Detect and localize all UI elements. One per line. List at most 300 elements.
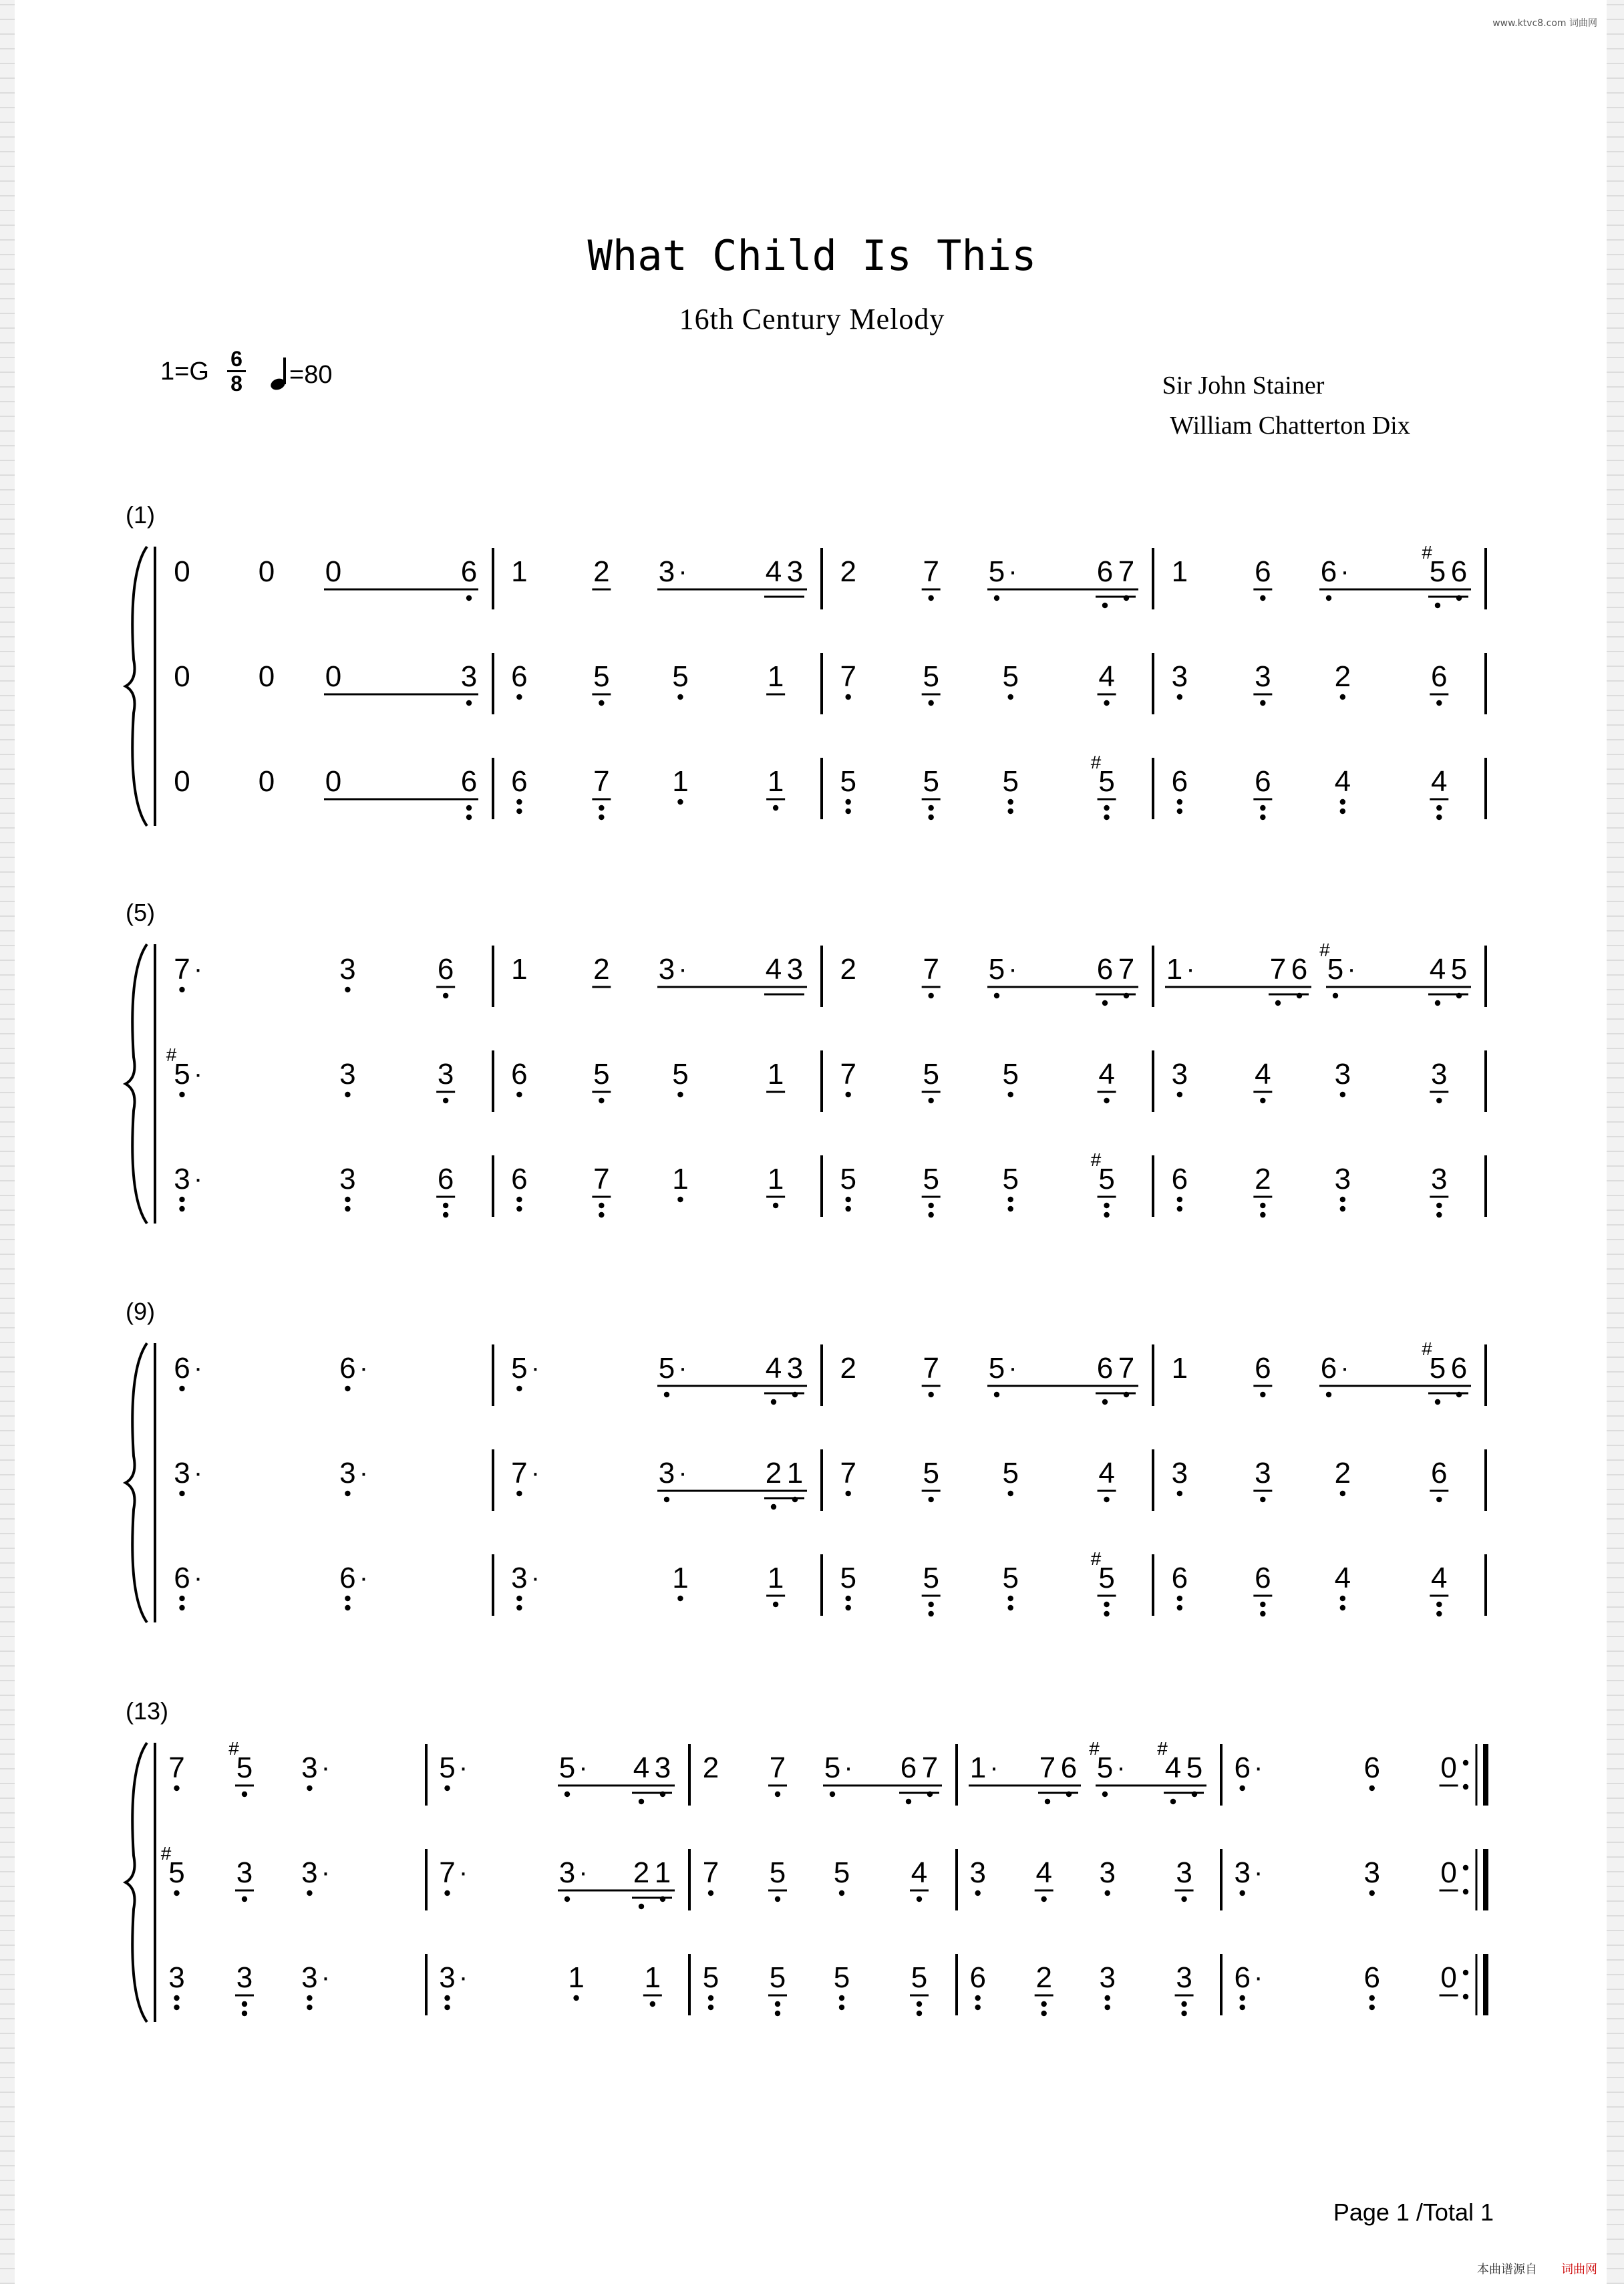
sys2-m1-r1-note-0-low-dot-1 [516,1491,522,1496]
sys3-m3-r2-note-1-low-dot-2 [1041,2011,1046,2016]
sys3-m1-r1-group-2-low-dot-0-1 [564,1896,570,1902]
sys3-m2-r2-note-1-low-dot-2 [775,2011,780,2016]
sys0-m2-r2-note-3-digit: 5 [1098,765,1115,798]
sys3-m4-r0-note-0-digit: 6 [1234,1751,1251,1784]
sys0-m1-r2-note-2-low-dot-1 [677,799,683,805]
sys3-m3-r0-group-b-low-dot-1-1 [1170,1799,1176,1804]
system-brace-3 [126,1743,147,2022]
sys2-m2-r2-note-1-digit: 5 [923,1562,939,1594]
sys0-m1-r2-note-1-digit: 7 [593,765,610,798]
sys2-m1-r1-group-2-digit-1: 2 [765,1457,782,1489]
meter-top: 6 [227,347,246,372]
sys3-m2-r0-group-2-digit-2: 7 [921,1751,939,1784]
system-label-2: (9) [126,1298,155,1325]
sys2-m2-r0-group-2-low-dot-1-1 [1102,1399,1108,1405]
sys3-m2-r1-note-1-digit: 5 [769,1856,786,1889]
sys3-m1-r2-note-0-augment-dot: · [458,1963,468,1992]
sys0-m3-r2-note-0-low-dot-2 [1177,809,1182,814]
sys0-m2-r0-group-2-digit-0: 5 [988,555,1005,588]
sys3-m3-r1-note-3-low-dot-1 [1181,1896,1186,1902]
sys1-m1-r1-note-2-digit: 5 [672,1058,689,1091]
sys3-m2-r0-group-2-digit-1: 6 [900,1751,917,1784]
sys3-m2-r0-group-2-augment-dot-0: · [844,1753,853,1782]
sys0-m2-r2-note-1-digit: 5 [923,765,939,798]
sys1-m3-r2-note-3-low-dot-2 [1436,1212,1442,1218]
repeat-dot-bottom-1 [1463,1889,1468,1894]
sys2-m2-r1-note-2-digit: 5 [1002,1457,1019,1489]
sys0-m1-r0-note-1-digit: 2 [593,555,610,588]
sys3-m0-r0-note-2-low-dot-1 [307,1786,312,1791]
sys2-m3-r0-group-2-low-dot-0-1 [1326,1392,1331,1397]
sys2-m0-r1-note-2-low-dot-1 [345,1491,350,1496]
sys1-m3-r0-group-b-digit-2: 5 [1450,953,1468,986]
sys1-m1-r1-note-2-low-dot-1 [677,1092,683,1097]
sys3-m0-r2-note-2-augment-dot: · [321,1963,331,1992]
sys3-m1-r1-note-0-digit: 7 [439,1856,456,1889]
sys3-m3-r1-note-0-low-dot-1 [975,1890,980,1896]
sys1-m2-r1-note-3-low-dot-1 [1104,1098,1109,1103]
sys2-m1-r2-note-3-digit: 1 [767,1562,784,1594]
sys0-m2-r1-note-0-low-dot-1 [845,694,850,700]
sys2-m2-r2-note-0-low-dot-2 [845,1605,850,1610]
repeat-dot-top-0 [1463,1760,1468,1765]
sys0-m3-r2-note-2-low-dot-2 [1340,809,1345,814]
sys2-m0-r2-note-2-augment-dot: · [359,1563,369,1592]
sys1-m2-r0-note-1-digit: 7 [923,953,939,986]
sys0-m1-r0-group-2-digit-1: 4 [765,555,782,588]
sys1-m3-r2-note-2-low-dot-1 [1340,1197,1345,1202]
sys3-m1-r1-group-2-low-dot-1-1 [639,1904,644,1909]
sys1-m3-r1-note-2-digit: 3 [1334,1058,1351,1091]
sys3-m0-r1-note-2-digit: 3 [301,1856,318,1889]
system-label-0: (1) [126,501,155,529]
sys0-m0-r2-group-2-low-dot-1-2 [466,815,472,820]
sys0-m1-r1-note-0-digit: 6 [511,660,528,693]
tempo-value: =80 [289,361,333,389]
sys1-m3-r2-note-0-low-dot-1 [1177,1197,1182,1202]
repeat-dot-top-1 [1463,1865,1468,1870]
sys0-m1-r2-note-3-low-dot-1 [773,805,778,811]
sys3-m1-r2-note-0-digit: 3 [439,1961,456,1994]
sys2-m3-r1-note-1-low-dot-1 [1260,1497,1265,1502]
sys1-m1-r2-note-2-digit: 1 [672,1163,689,1195]
sys3-m0-r1-note-1-digit: 3 [236,1856,253,1889]
sys3-m3-r0-group-a-digit-0: 1 [969,1751,987,1784]
sys2-m1-r0-group-2-low-dot-0-1 [664,1392,669,1397]
sys2-m2-r2-note-3-digit: 5 [1098,1562,1115,1594]
sys3-m2-r1-note-2-digit: 5 [833,1856,850,1889]
sys1-m3-r0-group-a-augment-dot-0: · [1186,954,1195,984]
sys3-m1-r2-note-2-digit: 1 [568,1961,585,1994]
sys3-m0-r2-note-1-digit: 3 [236,1961,253,1994]
sys2-m0-r0-note-0-augment-dot: · [193,1353,203,1383]
sys0-m1-r0-note-0-digit: 1 [511,555,528,588]
sys3-m2-r2-note-3-low-dot-1 [917,2001,922,2007]
sys0-m1-r1-note-2-digit: 5 [672,660,689,693]
sys0-m2-r0-group-2-augment-dot-0: · [1008,557,1017,586]
sys0-m2-r0-note-0-digit: 2 [840,555,856,588]
sys3-m3-r0-group-a-augment-dot-0: · [989,1753,999,1782]
sys2-m3-r2-note-2-low-dot-2 [1340,1605,1345,1610]
sys2-m3-r0-note-1-low-dot-1 [1260,1392,1265,1397]
sys1-m3-r2-note-0-low-dot-2 [1177,1206,1182,1211]
score-title: What Child Is This [587,231,1037,280]
sys1-m1-r0-group-2-augment-dot-0: · [678,954,687,984]
sys0-m0-r0-note-0-digit: 0 [174,555,190,588]
sys2-m0-r1-note-0-digit: 3 [174,1457,190,1489]
sys3-m4-r0-note-0-augment-dot: · [1254,1753,1263,1782]
sys2-m3-r2-note-2-low-dot-1 [1340,1596,1345,1601]
sys1-m1-r0-note-0-digit: 1 [511,953,528,986]
sys3-m4-r1-note-0-digit: 3 [1234,1856,1251,1889]
sys3-m3-r1-note-1-digit: 4 [1035,1856,1052,1889]
sys3-m3-r2-note-1-digit: 2 [1035,1961,1052,1994]
sys2-m2-r0-note-1-low-dot-1 [928,1392,933,1397]
sys2-m0-r1-note-2-digit: 3 [339,1457,356,1489]
sys2-m1-r0-group-2-augment-dot-0: · [678,1353,687,1383]
sys1-m2-r0-group-2-low-dot-0-1 [994,993,999,998]
sys3-m2-r2-note-2-low-dot-2 [839,2005,844,2010]
sys3-m1-r2-note-2-low-dot-1 [573,1995,579,2001]
sys1-m1-r2-note-1-low-dot-1 [599,1203,604,1208]
sys0-m0-r0-group-2-digit-0: 0 [325,555,342,588]
sys0-m3-r2-note-1-digit: 6 [1255,765,1271,798]
sys3-m2-r1-note-0-digit: 7 [702,1856,719,1889]
sys3-m3-r2-note-2-low-dot-2 [1105,2005,1110,2010]
sys0-m2-r0-group-2-low-dot-0-1 [994,595,999,601]
sys2-m3-r0-group-2-augment-dot-0: · [1340,1353,1349,1383]
sys2-m1-r0-group-2-low-dot-1-1 [771,1399,776,1405]
sys2-m0-r0-note-2-digit: 6 [339,1352,356,1385]
sys1-m2-r2-note-2-digit: 5 [1002,1163,1019,1195]
sys3-m3-r2-note-2-low-dot-1 [1105,1995,1110,2001]
sys0-m1-r2-note-3-digit: 1 [767,765,784,798]
sys2-m0-r2-note-0-digit: 6 [174,1562,190,1594]
sys0-m0-r0-group-2-digit-1: 6 [460,555,478,588]
sys2-m3-r1-note-3-digit: 6 [1431,1457,1448,1489]
sys1-m0-r0-note-0-augment-dot: · [193,954,203,984]
sys1-m1-r1-note-1-digit: 5 [593,1058,610,1091]
sys1-m0-r2-note-2-low-dot-2 [345,1206,350,1211]
sys3-m2-r2-note-1-low-dot-1 [775,2001,780,2007]
sys3-m4-r1-note-2-low-dot-1 [1369,1890,1375,1896]
sys1-m1-r1-note-0-low-dot-1 [516,1092,522,1097]
sys2-m0-r1-note-0-augment-dot: · [193,1458,203,1487]
sys0-m3-r1-note-1-low-dot-1 [1260,700,1265,706]
sys0-m1-r0-group-2-digit-0: 3 [658,555,675,588]
sys1-m2-r1-note-1-digit: 5 [923,1058,939,1091]
sys1-m3-r0-group-b-digit-1: 4 [1429,953,1446,986]
sys2-m3-r2-note-1-low-dot-1 [1260,1602,1265,1607]
page-number: Page 1 /Total 1 [1333,2198,1494,2226]
sys3-m2-r2-note-1-digit: 5 [769,1961,786,1994]
sys2-m0-r0-note-0-digit: 6 [174,1352,190,1385]
sys0-m0-r2-note-1-digit: 0 [258,765,275,798]
sys1-m2-r1-note-2-low-dot-1 [1008,1092,1013,1097]
sys3-m1-r1-group-2-augment-dot-0: · [579,1858,588,1887]
sys2-m3-r1-note-0-low-dot-1 [1177,1491,1182,1496]
sys1-m1-r1-note-1-low-dot-1 [599,1098,604,1103]
sys3-m1-r1-group-2-digit-0: 3 [558,1856,576,1889]
sys0-m3-r1-note-3-low-dot-1 [1436,700,1442,706]
sys2-m2-r0-group-2-digit-1: 6 [1096,1352,1114,1385]
sys0-m3-r1-note-0-low-dot-1 [1177,694,1182,700]
sys1-m2-r1-note-1-low-dot-1 [928,1098,933,1103]
sys0-m3-r0-group-2-low-dot-1-1 [1435,603,1440,608]
sys3-m1-r1-group-2-digit-2: 1 [654,1856,671,1889]
sys3-m4-r2-note-2-low-dot-1 [1369,1995,1375,2001]
sys3-m4-r0-note-0-low-dot-1 [1239,1786,1245,1791]
sys2-m3-r0-group-2-digit-0: 6 [1320,1352,1337,1385]
sys2-m0-r2-note-2-low-dot-2 [345,1605,350,1610]
sys3-m3-r2-note-0-low-dot-2 [975,2005,980,2010]
sys0-m3-r2-note-1-low-dot-1 [1260,805,1265,811]
sys2-m3-r0-note-0-digit: 1 [1171,1352,1188,1385]
sys0-m3-r0-group-2-digit-0: 6 [1320,555,1337,588]
sys1-m3-r2-note-1-digit: 2 [1255,1163,1271,1195]
system-brace-2 [126,1343,147,1622]
sys3-m3-r2-note-0-low-dot-1 [975,1995,980,2001]
sys1-m3-r2-note-3-digit: 3 [1431,1163,1448,1195]
sys3-m3-r1-note-3-digit: 3 [1176,1856,1192,1889]
sys1-m2-r1-note-0-digit: 7 [840,1058,856,1091]
sys0-m0-r1-group-2-digit-1: 3 [460,660,478,693]
sys1-m3-r1-note-3-low-dot-1 [1436,1098,1442,1103]
sys2-m1-r0-group-2-digit-2: 3 [786,1352,804,1385]
sys1-m0-r1-note-2-digit: 3 [339,1058,356,1091]
sys0-m1-r2-note-0-low-dot-1 [516,799,522,805]
sys2-m3-r1-note-3-low-dot-1 [1436,1497,1442,1502]
sys0-m2-r2-note-1-low-dot-1 [928,805,933,811]
sys1-m1-r2-note-3-low-dot-1 [773,1203,778,1208]
sys1-m0-r0-note-0-low-dot-1 [179,987,184,992]
sys3-m1-r0-note-0-low-dot-1 [444,1786,450,1791]
sys0-m1-r2-note-1-low-dot-1 [599,805,604,811]
sys3-m1-r0-group-2-augment-dot-0: · [579,1753,588,1782]
sys3-m0-r2-note-1-low-dot-2 [242,2011,247,2016]
sys2-m3-r0-group-2-low-dot-1-1 [1435,1399,1440,1405]
sys2-m2-r0-group-2-digit-0: 5 [988,1352,1005,1385]
sys3-m3-r2-note-1-low-dot-1 [1041,2001,1046,2007]
sys1-m2-r1-note-3-digit: 4 [1098,1058,1115,1091]
sys1-m2-r0-note-0-digit: 2 [840,953,856,986]
sys3-m4-r0-note-3-digit: 0 [1440,1751,1457,1784]
sys1-m1-r2-note-2-low-dot-1 [677,1197,683,1202]
sys0-m2-r2-note-1-low-dot-2 [928,815,933,820]
sys1-m1-r2-note-1-digit: 7 [593,1163,610,1195]
sys0-m0-r2-note-0-digit: 0 [174,765,190,798]
sys0-m1-r2-note-0-low-dot-2 [516,809,522,814]
sys2-m3-r2-note-2-digit: 4 [1334,1562,1351,1594]
sys1-m2-r2-note-3-low-dot-1 [1104,1203,1109,1208]
sys0-m2-r2-note-0-low-dot-1 [845,799,850,805]
sys2-m3-r1-note-0-digit: 3 [1171,1457,1188,1489]
sys1-m3-r1-note-1-low-dot-1 [1260,1098,1265,1103]
sys0-m0-r2-group-2-low-dot-1-1 [466,805,472,811]
sys0-m1-r2-note-2-digit: 1 [672,765,689,798]
sys1-m0-r1-note-0-low-dot-1 [179,1092,184,1097]
sys3-m2-r0-note-0-digit: 2 [702,1751,719,1784]
sys0-m2-r1-note-2-low-dot-1 [1008,694,1013,700]
sys3-m0-r0-note-1-low-dot-1 [242,1792,247,1797]
sys3-m4-r1-note-2-digit: 3 [1363,1856,1380,1889]
sys2-m0-r1-note-0-low-dot-1 [179,1491,184,1496]
sys1-m0-r0-note-3-digit: 6 [437,953,454,986]
sys1-m3-r0-group-b-augment-dot-0: · [1347,954,1356,984]
sys2-m2-r2-note-2-digit: 5 [1002,1562,1019,1594]
sys3-m2-r2-note-0-digit: 5 [702,1961,719,1994]
sys1-m3-r0-group-a-digit-1: 7 [1269,953,1287,986]
sys1-m0-r0-note-3-low-dot-1 [443,993,448,998]
system-label-3: (13) [126,1697,169,1725]
sys2-m2-r1-note-1-digit: 5 [923,1457,939,1489]
sys3-m0-r2-note-1-low-dot-1 [242,2001,247,2007]
lyricist-credit: William Chatterton Dix [1170,412,1410,440]
sys1-m0-r1-note-3-digit: 3 [437,1058,454,1091]
composer-credit: Sir John Stainer [1162,372,1325,400]
sys2-m1-r2-note-0-low-dot-2 [516,1605,522,1610]
sys0-m3-r1-note-0-digit: 3 [1171,660,1188,693]
sys2-m2-r2-note-3-low-dot-2 [1104,1611,1109,1616]
sys3-m1-r0-group-2-digit-0: 5 [558,1751,576,1784]
key-signature: 1=G [160,358,209,386]
sys1-m1-r2-note-0-digit: 6 [511,1163,528,1195]
sys0-m3-r1-note-1-digit: 3 [1255,660,1271,693]
sys0-m1-r1-note-1-low-dot-1 [599,700,604,706]
sys2-m2-r1-note-0-low-dot-1 [845,1491,850,1496]
sys1-m3-r2-note-0-digit: 6 [1171,1163,1188,1195]
sys2-m1-r2-note-0-augment-dot: · [530,1563,540,1592]
sys0-m0-r1-note-0-digit: 0 [174,660,190,693]
sys3-m2-r0-group-2-low-dot-1-1 [906,1799,911,1804]
sys0-m3-r0-group-2-low-dot-0-1 [1326,595,1331,601]
sys3-m3-r0-group-a-low-dot-1-1 [1045,1799,1050,1804]
sys3-m1-r0-group-2-digit-2: 3 [654,1751,671,1784]
sys3-m2-r2-note-0-low-dot-2 [708,2005,713,2010]
sys3-m2-r2-note-0-low-dot-1 [708,1995,713,2001]
sys3-m1-r1-note-0-low-dot-1 [444,1890,450,1896]
sys0-m3-r0-group-2-digit-1: 5 [1429,555,1446,588]
sys3-m0-r1-note-2-low-dot-1 [307,1890,312,1896]
sys0-m3-r2-note-1-low-dot-2 [1260,815,1265,820]
sys3-m0-r2-note-2-low-dot-2 [307,2005,312,2010]
sys0-m2-r2-note-2-low-dot-2 [1008,809,1013,814]
sys3-m3-r2-note-3-low-dot-1 [1181,2001,1186,2007]
sys3-m3-r2-note-3-low-dot-2 [1181,2011,1186,2016]
sys3-m4-r2-note-0-low-dot-1 [1239,1995,1245,2001]
sys2-m3-r2-note-0-digit: 6 [1171,1562,1188,1594]
sys0-m2-r1-note-1-low-dot-1 [928,700,933,706]
sys1-m3-r0-group-b-low-dot-1-1 [1435,1000,1440,1006]
sys2-m0-r2-note-0-low-dot-2 [179,1605,184,1610]
sys0-m3-r2-note-0-digit: 6 [1171,765,1188,798]
sys3-m2-r2-note-3-low-dot-2 [917,2011,922,2016]
sys3-m3-r2-note-3-digit: 3 [1176,1961,1192,1994]
site-watermark: www.ktvc8.com 词曲网 [1492,18,1597,29]
sys3-m2-r1-note-3-digit: 4 [911,1856,928,1889]
sys0-m2-r0-group-2-low-dot-1-1 [1102,603,1108,608]
sys2-m1-r0-group-2-digit-1: 4 [765,1352,782,1385]
sys3-m3-r1-note-2-low-dot-1 [1105,1890,1110,1896]
sys3-m1-r0-group-2-low-dot-0-1 [564,1792,570,1797]
sys0-m1-r2-note-0-digit: 6 [511,765,528,798]
sys1-m3-r2-note-3-low-dot-1 [1436,1203,1442,1208]
sys1-m1-r0-note-1-digit: 2 [593,953,610,986]
sys2-m0-r0-note-2-low-dot-1 [345,1386,350,1391]
sys3-m3-r0-group-b-digit-0: 5 [1096,1751,1114,1784]
sys0-m3-r0-group-2-sharp-1: # [1422,542,1432,563]
sys0-m2-r2-note-3-low-dot-1 [1104,805,1109,811]
sys0-m2-r1-note-0-digit: 7 [840,660,856,693]
sys2-m2-r2-note-3-sharp: # [1090,1548,1102,1569]
sys0-m2-r0-note-1-digit: 7 [923,555,939,588]
system-brace-1 [126,944,147,1224]
sys0-m2-r2-note-2-low-dot-1 [1008,799,1013,805]
sys0-m2-r2-note-3-sharp: # [1090,752,1102,772]
sys1-m3-r0-group-a-digit-2: 6 [1291,953,1308,986]
sys3-m4-r1-note-0-low-dot-1 [1239,1890,1245,1896]
sys0-m0-r2-group-2-digit-1: 6 [460,765,478,798]
sys2-m0-r2-note-0-augment-dot: · [193,1563,203,1592]
sys1-m2-r2-note-3-low-dot-2 [1104,1212,1109,1218]
sys1-m0-r2-note-3-low-dot-1 [443,1203,448,1208]
sys1-m0-r0-note-2-digit: 3 [339,953,356,986]
sys0-m2-r2-note-0-low-dot-2 [845,809,850,814]
sys2-m1-r0-group-2-digit-0: 5 [658,1352,675,1385]
sys2-m1-r0-note-0-low-dot-1 [516,1386,522,1391]
repeat-dot-bottom-0 [1463,1784,1468,1790]
sys1-m3-r0-group-a-digit-0: 1 [1166,953,1183,986]
sys0-m0-r1-group-2-digit-0: 0 [325,660,342,693]
sys2-m1-r2-note-2-digit: 1 [672,1562,689,1594]
sys0-m3-r1-note-3-digit: 6 [1431,660,1448,693]
sys2-m3-r2-note-0-low-dot-1 [1177,1596,1182,1601]
sys2-m3-r1-note-2-digit: 2 [1334,1457,1351,1489]
sys2-m2-r1-note-2-low-dot-1 [1008,1491,1013,1496]
sys2-m2-r2-note-2-low-dot-2 [1008,1605,1013,1610]
sys3-m0-r1-note-0-sharp: # [160,1843,172,1864]
sys0-m3-r0-note-0-digit: 1 [1171,555,1188,588]
sys0-m2-r2-note-3-low-dot-2 [1104,815,1109,820]
sys1-m1-r2-note-0-low-dot-2 [516,1206,522,1211]
sys2-m3-r0-group-2-digit-2: 6 [1450,1352,1468,1385]
sys1-m0-r1-note-2-low-dot-1 [345,1092,350,1097]
sys3-m2-r2-note-2-low-dot-1 [839,1995,844,2001]
sys1-m0-r2-note-0-low-dot-1 [179,1197,184,1202]
sys3-m2-r1-note-0-low-dot-1 [708,1890,713,1896]
sys2-m2-r2-note-1-low-dot-1 [928,1602,933,1607]
sys3-m2-r2-note-3-digit: 5 [911,1961,928,1994]
sys1-m3-r1-note-1-digit: 4 [1255,1058,1271,1091]
sys0-m3-r1-note-2-low-dot-1 [1340,694,1345,700]
sys2-m1-r2-note-0-digit: 3 [511,1562,528,1594]
sys1-m3-r2-note-1-low-dot-2 [1260,1212,1265,1218]
sys3-m1-r0-group-2-low-dot-1-1 [639,1799,644,1804]
sys1-m2-r2-note-0-digit: 5 [840,1163,856,1195]
sys2-m0-r0-note-2-augment-dot: · [359,1353,369,1383]
sys3-m4-r0-note-2-digit: 6 [1363,1751,1380,1784]
sys0-m3-r0-group-2-digit-2: 6 [1450,555,1468,588]
sys2-m0-r2-note-0-low-dot-1 [179,1596,184,1601]
sys0-m0-r2-group-2-digit-0: 0 [325,765,342,798]
sys3-m2-r0-note-1-digit: 7 [769,1751,786,1784]
sys3-m1-r2-note-3-low-dot-1 [650,2001,655,2007]
sys3-m2-r0-note-1-low-dot-1 [775,1792,780,1797]
sys0-m2-r1-note-2-digit: 5 [1002,660,1019,693]
sys1-m0-r2-note-2-low-dot-1 [345,1197,350,1202]
sys2-m2-r2-note-0-digit: 5 [840,1562,856,1594]
sys0-m3-r0-group-2-augment-dot-0: · [1340,557,1349,586]
